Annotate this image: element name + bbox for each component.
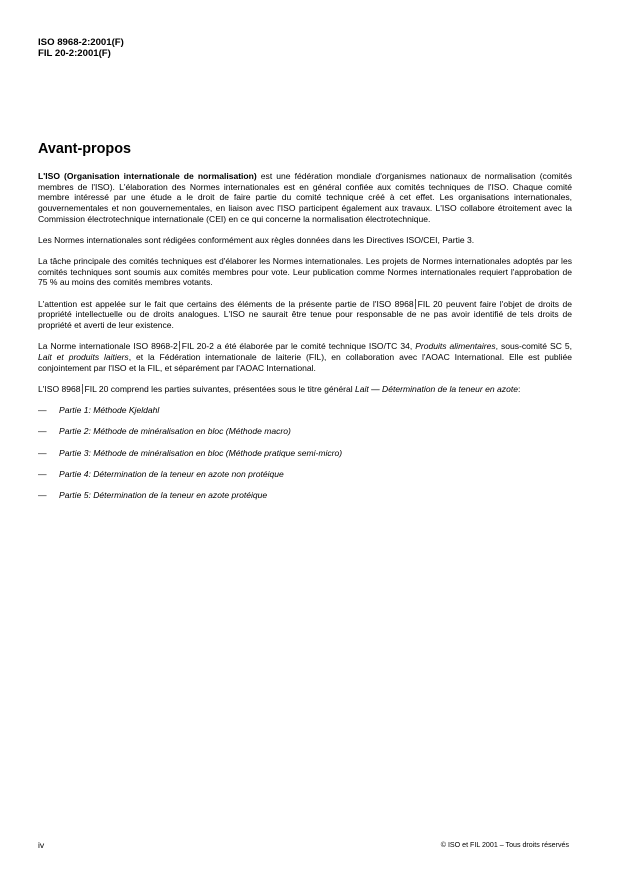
page-number: iv <box>38 840 45 850</box>
dash-bullet: — <box>38 405 47 416</box>
paragraph-preparation <box>38 341 572 373</box>
list-item <box>38 426 572 437</box>
document-body <box>38 171 572 511</box>
list-item-label: Partie 2: Méthode de minéralisation en bloc (Méthode macro) <box>59 426 291 437</box>
paragraph-directives: Les Normes internationales sont rédigées conformément aux règles données dans les Directives ISO/CEI, Partie 3. <box>38 234 475 245</box>
italic-term: Lait et produits laitiers <box>38 351 129 362</box>
paragraph-text: La Norme internationale ISO 8968-2 <box>38 341 178 352</box>
document-header <box>38 38 124 59</box>
italic-term: Produits alimentaires <box>415 341 496 352</box>
vertical-separator <box>179 341 180 351</box>
list-item <box>38 490 572 501</box>
header-iso-reference: ISO 8968-2:2001(F) <box>38 37 124 48</box>
paragraph-text: est une fédération mondiale d'organismes nationaux de normalisation (comités membres de l'ISO). L'élaboration des Normes internationales est en général confiée aux comités techniques de l'ISO. Chaque comité membre intéressé par une étude a le droit de faire partie du comité technique créé à cet effet. Les organisations internationales, gouvernementales et non gouvernementales, en liaison avec l'ISO participent également aux travaux. L'ISO collabore étroitement avec la Commission électrotechnique internationale (CEI) en ce qui concerne la normalisation électrotechnique. <box>38 171 573 224</box>
section-title: Avant-propos <box>38 141 132 157</box>
paragraph-text: , et la Fédération internationale de laiterie (FIL), en collaboration avec l'AOAC International. Elle est publiée conjointement par l'ISO et la FIL, et séparément par l'AOAC International. <box>38 351 572 373</box>
paragraph-text: L'attention est appelée sur le fait que certains des éléments de la présente partie de l'ISO 8968 <box>38 298 414 309</box>
copyright-notice: © ISO et FIL 2001 – Tous droits réservés <box>440 841 569 849</box>
paragraph-committees: La tâche principale des comités techniques est d'élaborer les Normes internationales. Les projets de Normes internationales adoptés par les comités techniques sont soumis aux comités membres pour vote. Leur publication comme Normes internationales requiert l'approbation de 75 % au moins des comités membres votants. <box>38 256 572 288</box>
dash-bullet: — <box>38 426 47 437</box>
paragraph-text: , sous-comité SC 5, <box>495 341 573 352</box>
iso-bold-lead: L'ISO (Organisation internationale de normalisation) <box>38 171 257 181</box>
paragraph-iso-intro <box>38 171 572 224</box>
paragraph-text: FIL 20 comprend les parties suivantes, présentées sous le titre général <box>84 383 355 394</box>
paragraph-text: : <box>517 383 521 394</box>
dash-bullet: — <box>38 447 47 458</box>
list-item-label: Partie 5: Détermination de la teneur en azote protéique <box>59 490 268 500</box>
paragraph-text: FIL 20 peuvent faire l'objet de droits de propriété intellectuelle ou de droits analogues. L'ISO ne saurait être tenue pour responsable de ne pas avoir identifié de tels droits de propriété et averti de leur existence. <box>38 298 572 330</box>
list-item <box>38 405 572 416</box>
paragraph-text: FIL 20-2 a été élaborée par le comité technique ISO/TC 34, <box>181 341 416 352</box>
list-item-label: Partie 4: Détermination de la teneur en azote non protéique <box>59 468 284 479</box>
list-item <box>38 448 572 459</box>
list-item <box>38 469 572 480</box>
paragraph-patent-rights <box>38 299 572 331</box>
list-item-label: Partie 1: Méthode Kjeldahl <box>59 405 160 416</box>
vertical-separator <box>415 299 416 309</box>
vertical-separator <box>82 384 83 394</box>
header-fil-reference: FIL 20-2:2001(F) <box>38 47 111 59</box>
italic-general-title: Lait — Détermination de la teneur en azote <box>354 383 518 394</box>
parts-list <box>38 405 572 501</box>
dash-bullet: — <box>38 468 47 479</box>
list-item-label: Partie 3: Méthode de minéralisation en bloc (Méthode pratique semi-micro) <box>59 447 343 458</box>
paragraph-text: L'ISO 8968 <box>38 383 81 394</box>
paragraph-parts-intro <box>38 384 572 395</box>
dash-bullet: — <box>38 490 47 500</box>
